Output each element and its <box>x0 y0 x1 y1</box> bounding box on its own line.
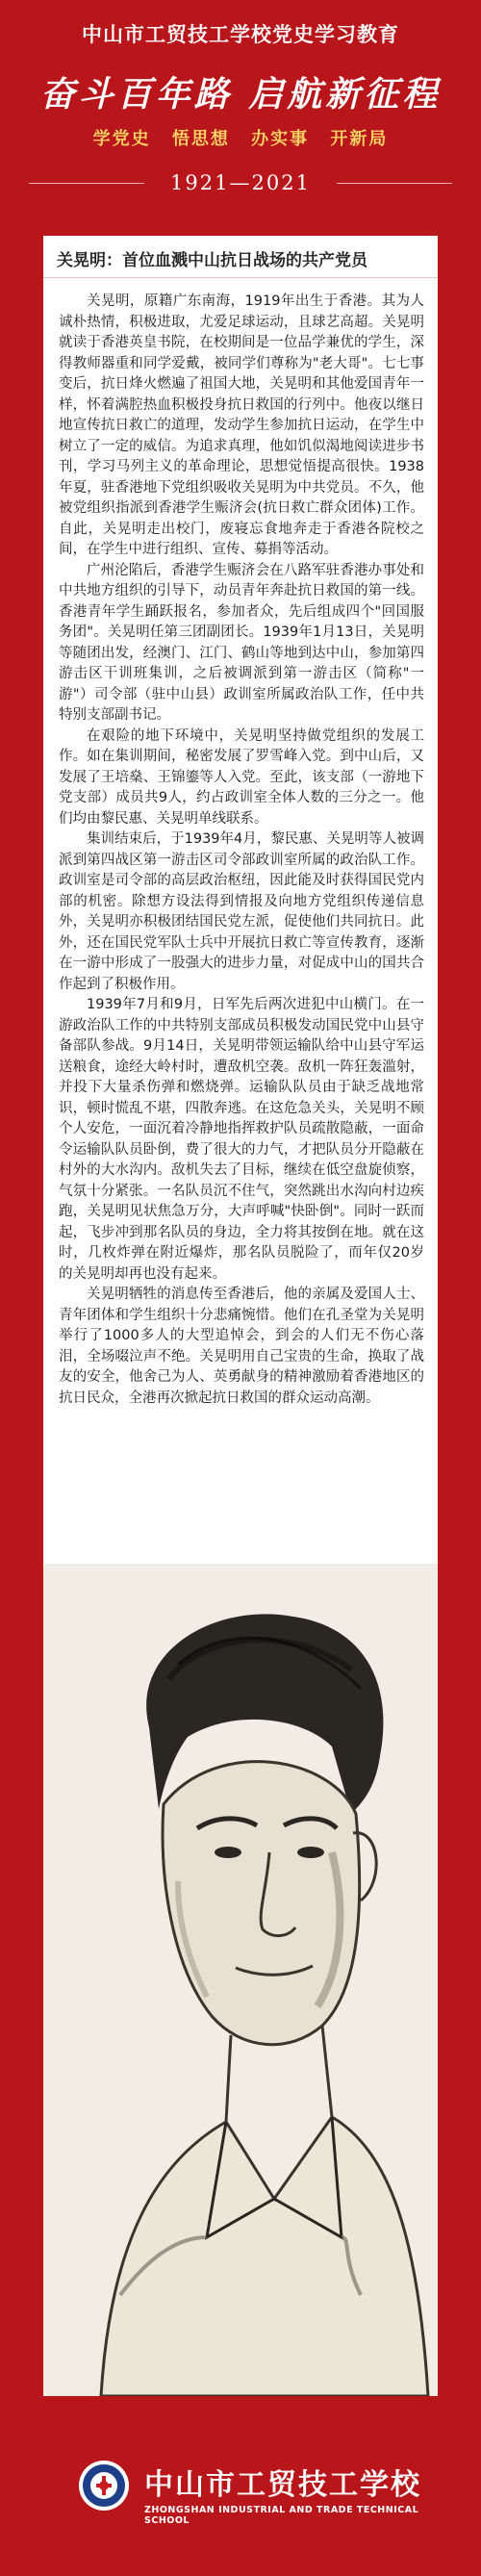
header-banner <box>0 0 481 217</box>
article-paragraph: 广州沦陷后，香港学生赈济会在八路军驻香港办事处和中共地方组织的引导下，动员青年奔赴抗日救国的第一线。香港青年学生踊跃报名，参加者众，先后组成四个"回国服务团"。关晃明任第三团副团长。1939年1月13日，关晃明等随团出发，经澳门、江门、鹤山等地到达中山，参加第四游击区干训班集训，之后被调派到第一游击区（简称"一游"）司令部（驻中山县）政训室所属政治队工作，任中共特别支部副书记。 <box>59 562 424 723</box>
article-paragraph: 在艰险的地下环境中，关晃明坚持做党组织的发展工作。如在集训期间，秘密发展了罗雪峰入党。到中山后，又发展了王培燊、王锦鎏等人入党。至此，该支部（一游地下党支部）成员共9人，约占政训室全体人数的三分之一。他们均由黎民惠、关晃明单线联系。 <box>59 727 424 827</box>
divider-line-right <box>337 183 452 184</box>
years-row <box>29 169 452 198</box>
school-name: 中山市工贸技工学校 <box>144 2468 421 2502</box>
school-logo <box>77 2459 131 2512</box>
main-slogan-title: 奋斗百年路 启航新征程 <box>39 74 442 115</box>
school-campaign-title: 中山市工贸技工学校党史学习教育 <box>82 23 399 46</box>
article-paragraph: 关晃明，原籍广东南海，1919年出生于香港。其为人诚朴热情，积极进取，尤爱足球运动，且球艺高超。关晃明就读于香港英皇书院，在校期间是一位品学兼优的学生，深得教师器重和同学爱戴，被同学们尊称为"老大哥"。七七事变后，抗日烽火燃遍了祖国大地，关晃明和其他爱国青年一样，怀着满腔热血积极投身抗日救国的行列中。他夜以继日地宣传抗日救亡的道理，发动学生参加抗日运动，在学生中树立了一定的威信。为追求真理，他如饥似渴地阅读进步书刊，学习马列主义的革命理论，思想觉悟提高很快。1938年夏，驻香港地下党组织吸收关晃明为中共党员。不久，他被党组织指派到香港学生赈济会(抗日救亡群众团体)工作。自此，关晃明走出校门，废寝忘食地奔走于香港各院校之间，在学生中进行组织、宣传、募捐等活动。 <box>59 293 424 557</box>
school-name-english: ZHONGSHAN INDUSTRIAL AND TRADE TECHNICAL SCHOOL <box>144 2505 419 2526</box>
years-label: 1921—2021 <box>170 171 311 194</box>
article-title: 关晃明：首位血溅中山抗日战场的共产党员 <box>43 243 438 278</box>
article-paragraph: 集训结束后，于1939年4月，黎民惠、关晃明等人被调派到第四战区第一游击区司令部政训室所属的政治队工作。政训室是司令部的高层政治枢纽，因此能及时获得国民党内部的机密。除想方设法得到情报及向地方党组织传递信息外，关晃明亦积极团结国民党左派，促使他们共同抗日。此外，还在国民党军队士兵中开展抗日救亡等宣传教育，逐渐在一游中形成了一股强大的进步力量，对促成中山的国共合作起到了积极作用。 <box>59 831 424 992</box>
article-paragraph: 1939年7月和9月，日军先后两次进犯中山横门。在一游政治队工作的中共特别支部成员积极发动国民党中山县守备部队参战。9月14日，关晃明带领运输队给中山县守军运送粮食，途经大岭村时，遭敌机空袭。敌机一阵狂轰滥射，并投下大量杀伤弹和燃烧弹。运输队队员由于缺乏战地常识，顿时慌乱不堪，四散奔逃。在这危急关头，关晃明不顾个人安危，一面沉着冷静地指挥救护队员疏散隐蔽，一面命令运输队队员卧倒，费了很大的力气，才把队员分开隐蔽在村外的大水沟内。敌机失去了目标，继续在低空盘旋侦察，气氛十分紧张。一名队员沉不住气，突然跳出水沟向村边疾跑，关晃明见状焦急万分，大声呼喊"快卧倒"。同时一跃而起，飞步冲到那名队员的身边，全力将其按倒在地。就在这时，几枚炸弹在附近爆炸，那名队员脱险了，而年仅20岁的关晃明却再也没有起来。 <box>59 997 424 1282</box>
article-card <box>43 236 438 2396</box>
article-paragraph: 关晃明牺牲的消息传至香港后，他的亲属及爱国人士、青年团体和学生组织十分悲痛惋惜。他们在孔圣堂为关晃明举行了1000多人的大型追悼会，到会的人们无不伤心落泪，全场啜泣声不绝。关晃明用自己宝贵的生命，换取了战友的安全，他舍己为人、英勇献身的精神激励着香港地区的抗日民众，全港再次掀起抗日救国的群众运动高潮。 <box>59 1287 424 1406</box>
slogan-subtitle: 学党史 悟思想 办实事 开新局 <box>92 129 389 149</box>
footer-branding <box>0 2430 481 2555</box>
portrait-sketch-image <box>43 1564 438 2396</box>
article-body <box>59 292 424 1409</box>
